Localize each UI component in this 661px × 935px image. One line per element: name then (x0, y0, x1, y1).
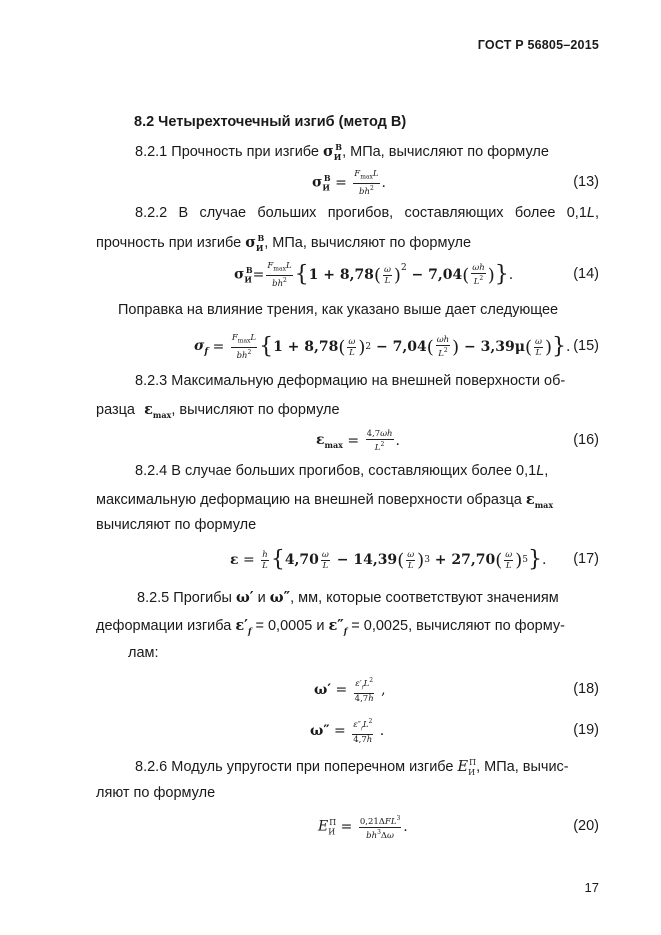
paragraph-8-2-6-line2: ляют по формуле (96, 785, 216, 801)
equation-16: $\varepsilon_{max}$ = $\frac{4,7\omega h}{L^2}$ . (16) (316, 429, 599, 453)
paragraph-8-2-3-line2: разца $\varepsilon_{max}$, вычисляют по формуле (96, 401, 340, 420)
equation-18: ω′ = $\frac{\varepsilon'_fL^2}{4,7h}$ , (18) (314, 677, 599, 704)
equation-number: (15) (573, 338, 599, 354)
equation-number: (14) (573, 266, 599, 282)
paragraph-8-2-5-line3: лам: (128, 645, 159, 661)
equation-15: $\sigma_f$ = $\frac{F_{max}L}{bh^2}$ { 1 + 8,78 ( $\frac{\omega}{L}$ ) 2 − 7,04 ( $\frac{\omega h}{L^2}$ ) − 3,39μ ( $\frac{\omega}{L}$ ) } . (15) (194, 333, 599, 361)
paragraph-8-2-4-line1: 8.2.4 В случае больших прогибов, составляющих более 0,1L, (135, 463, 549, 479)
paragraph-8-2-4-line2: максимальную деформацию на внешней поверхности образца $\varepsilon_{max}$ (96, 491, 554, 510)
section-title: 8.2 Четырехточечный изгиб (метод В) (134, 114, 407, 130)
paragraph-8-2-2-line2: прочность при изгибе $\sigma_И^В$, МПа, вычисляют по формуле (96, 233, 472, 253)
equation-14: $\sigma_И^В$ = $\frac{F_{max}L}{bh^2}$ { 1 + 8,78 ( $\frac{\omega}{L}$ ) 2 − 7,04 ( $\frac{\omega h}{L^2}$ ) } . (14) (234, 261, 599, 289)
document-header: ГОСТ Р 56805–2015 (477, 38, 599, 52)
paragraph-friction: Поправка на влияние трения, как указано выше дает следующее (118, 302, 559, 318)
paragraph-8-2-3-line1: 8.2.3 Максимальную деформацию на внешней поверхности об- (135, 373, 566, 389)
equation-number: (13) (573, 174, 599, 190)
equation-19: ω″ = $\frac{\varepsilon''_fL^2}{4,7h}$ . (19) (310, 718, 599, 745)
paragraph-8-2-5-line2: деформации изгиба $\varepsilon'_f = 0,0005$ и $\varepsilon''_f = 0,0025$, вычисляют по форму- (96, 617, 565, 636)
equation-number: (20) (573, 818, 599, 834)
paragraph-8-2-5-line1: 8.2.5 Прогибы ω′ и ω″, мм, которые соответствуют значениям (137, 589, 559, 606)
paragraph-8-2-2-line1: 8.2.2 В случае больших прогибов, составляющих более 0,1L, (135, 205, 599, 221)
paragraph-8-2-1: 8.2.1 Прочность при изгибе $\sigma_И^В$, МПа, вычисляют по формуле (135, 142, 549, 162)
paragraph-8-2-4-line3: вычисляют по формуле (96, 517, 257, 533)
equation-number: (17) (573, 551, 599, 567)
sigma-symbol: $\sigma_И^В$ (323, 142, 343, 162)
equation-number: (16) (573, 432, 599, 448)
equation-13: $\sigma_И^В$ = $\frac{F_{max}L}{bh^2}$ . (13) (312, 169, 599, 197)
page-number: 17 (584, 880, 599, 895)
equation-17: ε = $\frac{h}{L}$ { 4,70 $\frac{\omega}{L}$ − 14,39 ( $\frac{\omega}{L}$ ) 3 + 27,70 ( $\frac{\omega}{L}$ ) 5 } . (17) (230, 547, 599, 572)
equation-20: $E_И^П$ = $\frac{0,21\Delta FL^3}{bh^3\Delta\omega}$ . (20) (318, 814, 599, 841)
equation-number: (19) (573, 722, 599, 738)
paragraph-8-2-6-line1: 8.2.6 Модуль упругости при поперечном изгибе $E_И^П$, МПа, вычис- (135, 758, 569, 777)
equation-number: (18) (573, 681, 599, 697)
